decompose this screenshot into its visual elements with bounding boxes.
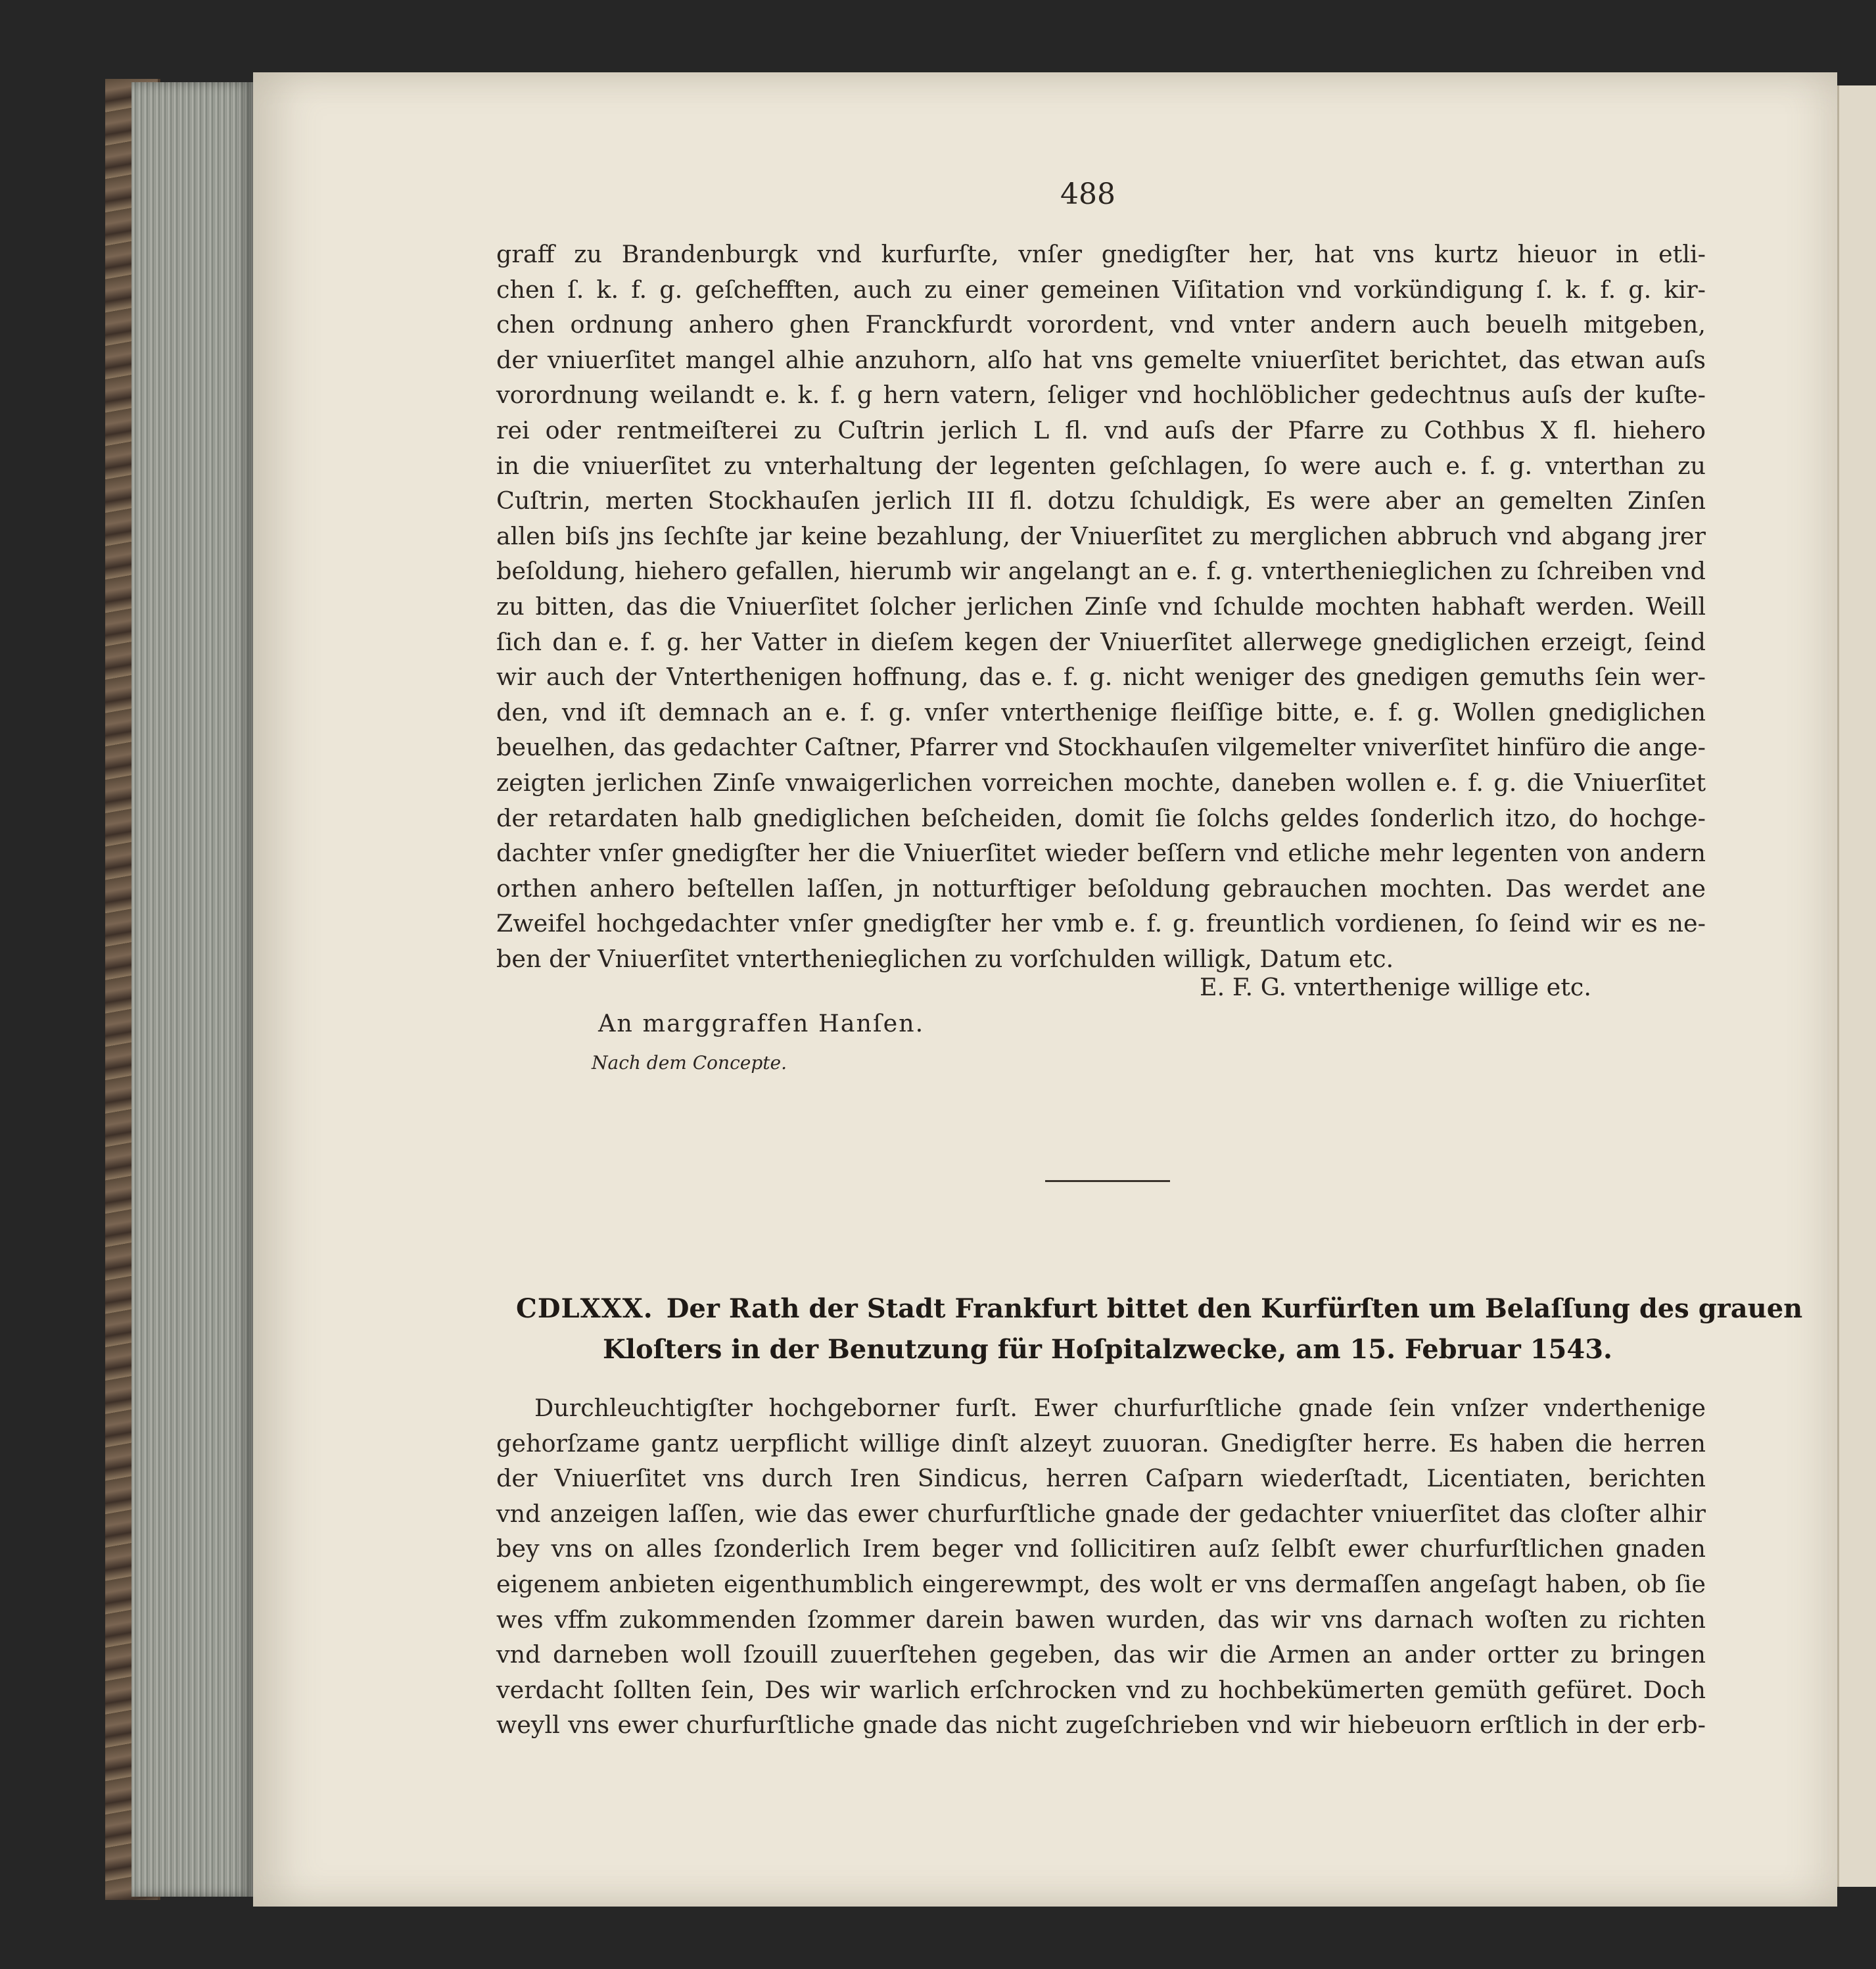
section-divider: [1045, 1180, 1170, 1182]
letter-body: [496, 1390, 1706, 1743]
text-line: der Vniuerſitet vns durch Iren Sindicus, herren Caſparn wiederſtadt, Licentiaten, berichten: [496, 1464, 1706, 1493]
source-note: Nach dem Concepte.: [592, 1052, 787, 1074]
text-line: allen biſs jns ſechſte jar keine bezahlung, der Vniuerſitet zu merglichen abbruch vnd abgang jrer: [496, 521, 1706, 550]
text-line: vnd anzeigen laſſen, wie das ewer churfurſtliche gnade der gedachter vniuerſitet das cloſter alhir: [496, 1499, 1706, 1528]
text-line: beſoldung, hiehero gefallen, hierumb wir angelangt an e. f. g. vnterthenieglichen zu ſchreiben vnd: [496, 557, 1706, 586]
text-line: wir auch der Vnterthenigen hoffnung, das e. f. g. nicht weniger des gnedigen gemuths ſein wer-: [496, 663, 1706, 692]
text-line: verdacht ſollten ſein, Des wir warlich erſchrocken vnd zu hochbekümerten gemüth gefüret. Doch: [496, 1675, 1706, 1704]
heading-number: CDLXXX.: [516, 1293, 653, 1324]
text-line: chen ſ. k. f. g. geſchefften, auch zu einer gemeinen Viſitation vnd vorkündigung ſ. k. f. g. kir-: [496, 275, 1706, 304]
heading-line-2: Kloſters in der Benutzung für Hoſpitalzwecke, am 15. Februar 1543.: [603, 1334, 1612, 1365]
signature-line: E. F. G. vnterthenige willige etc.: [1200, 973, 1591, 1001]
facing-page-edge: [1837, 85, 1876, 1887]
page-edges: [131, 82, 253, 1897]
text-line: gehorſzame gantz uerpflicht willige dinſt alzeyt zuuoran. Gnedigſter herre. Es haben die herren: [496, 1429, 1706, 1458]
text-line: ſich dan e. f. g. her Vatter in dieſem kegen der Vniuerſitet allerwege gnediglichen erzeigt, ſeind: [496, 627, 1706, 656]
text-line: chen ordnung anhero ghen Franckfurdt vorordent, vnd vnter andern auch beuelh mitgeben,: [496, 310, 1706, 339]
letter-body-continued: [496, 237, 1706, 976]
text-line: wes vffm zukommenden ſzommer darein bawen wurden, das wir vns darnach woſten zu richten: [496, 1605, 1706, 1634]
text-line: zeigten jerlichen Zinſe vnwaigerlichen vorreichen mochte, daneben wollen e. f. g. die Vniuerſitet: [496, 768, 1706, 797]
text-line: weyll vns ewer churfurſtliche gnade das nicht zugeſchrieben vnd wir hiebeuorn erſtlich in der erb-: [496, 1711, 1706, 1740]
text-line: ben der Vniuerſitet vnterthenieglichen zu vorſchulden willigk, Datum etc.: [496, 944, 1394, 973]
text-line: vnd darneben woll ſzouill zuuerſtehen gegeben, das wir die Armen an ander ortter zu bringen: [496, 1640, 1706, 1669]
addressee-line: An marggraffen Hanſen.: [598, 1009, 925, 1037]
text-line: orthen anhero beſtellen laſſen, jn notturftiger beſoldung gebrauchen mochten. Das werdet ane: [496, 874, 1706, 903]
text-line: zu bitten, das die Vniuerſitet ſolcher jerlichen Zinſe vnd ſchulde mochten habhaft werden. Weill: [496, 592, 1706, 621]
text-line: Cuſtrin, merten Stockhauſen jerlich III fl. dotzu ſchuldigk, Es were aber an gemelten Zinſen: [496, 486, 1706, 515]
text-line: Zweifel hochgedachter vnſer gnedigſter her vmb e. f. g. freuntlich vordienen, ſo ſeind wir es ne-: [496, 909, 1706, 938]
heading-line-1: Der Rath der Stadt Frankfurt bittet den Kurfürſten um Belaſſung des grauen: [666, 1293, 1803, 1324]
text-line: beuelhen, das gedachter Caſtner, Pfarrer vnd Stockhauſen vilgemelter vniverſitet hinfüro die ange-: [496, 733, 1706, 762]
document-heading: [516, 1289, 1803, 1370]
page-number: 488: [1060, 178, 1115, 211]
text-line: graff zu Brandenburgk vnd kurfurſte, vnſer gnedigſter her, hat vns kurtz hieuor in etli-: [496, 240, 1706, 268]
text-line: in die vniuerſitet zu vnterhaltung der legenten geſchlagen, ſo were auch e. f. g. vnterthan zu: [496, 451, 1706, 480]
text-line: dachter vnſer gnedigſter her die Vniuerſitet wieder beſſern vnd etliche mehr legenten von andern: [496, 839, 1706, 868]
text-line: Durchleuchtigſter hochgeborner furſt. Ewer churfurſtliche gnade ſein vnſzer vnderthenige: [534, 1394, 1706, 1422]
text-line: bey vns on alles ſzonderlich Irem beger vnd ſollicitiren auſz ſelbſt ewer churfurſtlichen gnaden: [496, 1534, 1706, 1563]
text-line: der vniuerſitet mangel alhie anzuhorn, alſo hat vns gemelte vniuerſitet berichtet, das etwan auſs: [496, 345, 1706, 374]
text-line: eigenem anbieten eigenthumblich eingerewmpt, des wolt er vns dermaſſen angeſagt haben, ob ſie: [496, 1569, 1706, 1598]
text-line: den, vnd iſt demnach an e. f. g. vnſer vnterthenige fleiſſige bitte, e. f. g. Wollen gnediglichen: [496, 698, 1706, 726]
text-line: der retardaten halb gnediglichen beſcheiden, domit ſie ſolchs geldes ſonderlich itzo, do hochge-: [496, 803, 1706, 832]
text-line: vorordnung weilandt e. k. f. g hern vatern, ſeliger vnd hochlöblicher gedechtnus auſs der kuſte-: [496, 381, 1706, 410]
text-line: rei oder rentmeiſterei zu Cuſtrin jerlich L fl. vnd auſs der Pfarre zu Cothbus X fl. hiehero: [496, 415, 1706, 444]
